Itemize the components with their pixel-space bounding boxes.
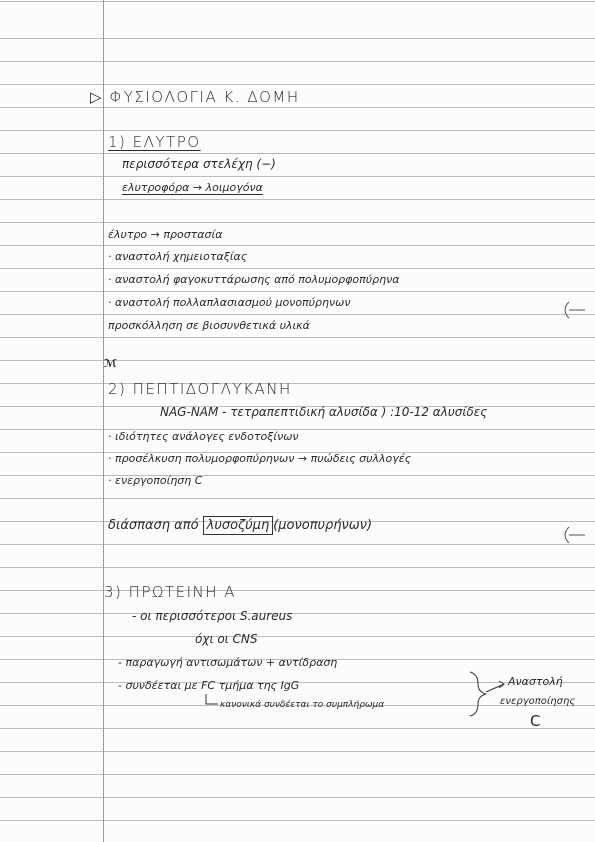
lysozyme-prefix: διάσπαση από <box>108 518 199 533</box>
margin-bracket-mark <box>555 525 585 545</box>
sec1-line: προσκόλληση σε βιοσυνθετικά υλικά <box>108 319 310 332</box>
section3-heading: 3) ΠΡΩΤΕΙΝΗ Α <box>104 583 237 601</box>
sec1-line: · αναστολή χημειοταξίας <box>108 250 248 263</box>
page-title: ΦΥΣΙΟΛΟΓΙΑ Κ. ΔΟΜΗ <box>109 88 300 106</box>
lysozyme-box: λυσοζύμη <box>203 516 274 535</box>
title-marker: ▷ <box>90 88 104 106</box>
page-title-row <box>90 88 300 106</box>
sec3-line: όχι οι CNS <box>195 632 258 646</box>
sec3-line: - οι περισσότεροι S.aureus <box>132 609 293 623</box>
sub-arrow <box>204 694 220 708</box>
sec2-line: · προσέλκυση πολυμορφοπύρηνων → πυώδεις συλλογές <box>108 452 412 465</box>
sec1-line: · αναστολή φαγοκυττάρωσης από πολυμορφοπύρηνα <box>108 273 400 286</box>
sec1-line: ελυτροφόρα → λοιμογόνα <box>122 181 263 194</box>
sec3-subnote: κανονικά συνδέεται το συμπλήρωμα <box>220 700 385 710</box>
scribble-mark: ℳ <box>104 357 118 370</box>
sec2-line: NAG-NAM - τετραπεπτιδική αλυσίδα ) :10-12 αλυσίδες <box>160 405 488 419</box>
section2-heading: 2) ΠΕΠΤΙΔΟΓΛΥΚΑΝΗ <box>108 380 292 398</box>
sec2-lysozyme-line <box>108 518 372 533</box>
sec1-line: έλυτρο → προστασία <box>108 228 223 241</box>
section1-heading: 1) ΕΛΥΤΡΟ <box>108 133 201 151</box>
side-note: Αναστολή <box>508 675 563 688</box>
side-note: ενεργοποίησης <box>500 696 576 707</box>
sec3-line: - συνδέεται με FC τμήμα της IgG <box>118 679 300 692</box>
sec1-line: περισσότερα στελέχη (−) <box>122 157 276 171</box>
sec1-line: · αναστολή πολλαπλασιασμού μονοπύρηνων <box>108 296 351 309</box>
sec2-line: · ιδιότητες ανάλογες ενδοτοξίνων <box>108 430 299 443</box>
sec2-line: · ενεργοποίηση C <box>108 474 203 487</box>
margin-line <box>103 0 104 842</box>
margin-bracket-mark <box>555 300 585 320</box>
side-note: C <box>530 712 541 730</box>
lysozyme-suffix: (μονοπυρήνων) <box>273 518 373 533</box>
sec3-line: - παραγωγή αντισωμάτων + αντίδραση <box>118 656 338 669</box>
curly-brace-arrow <box>466 670 506 720</box>
